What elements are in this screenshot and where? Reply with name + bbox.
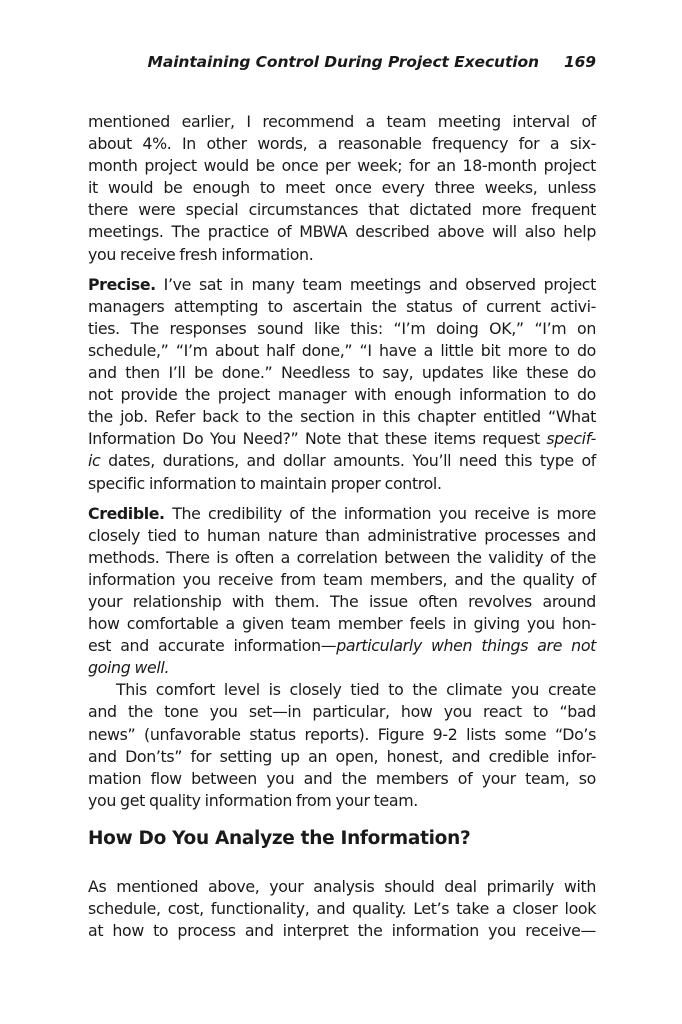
text-line: month project would be once per week; for an 18-month project [88, 156, 596, 176]
text-line: news” (unfavorable status reports). Figure 9-2 lists some “Do’s [88, 724, 596, 744]
text-line: Information Do You Need?” Note that these items request specif- [88, 429, 596, 449]
italic-emphasis: ic [88, 451, 101, 471]
text-line: est and accurate information—particularly when things are not [88, 636, 596, 656]
text-line: you get quality information from your team. [88, 790, 418, 810]
text-line: schedule, cost, functionality, and quality. Let’s take a closer look [88, 898, 596, 918]
text-line: about 4%. In other words, a reasonable frequency for a six- [88, 134, 596, 154]
text-line: As mentioned above, your analysis should deal primarily with [88, 876, 596, 896]
paragraph-comfort-level [88, 679, 596, 812]
italic-emphasis: going well. [88, 658, 170, 678]
text-line: the job. Refer back to the section in this chapter entitled “What [88, 407, 596, 427]
text-line: not provide the project manager with enough information to do [88, 385, 596, 405]
text-line: and then I’ll be done.” Needless to say, updates like these do [88, 363, 596, 383]
text-line: ties. The responses sound like this: “I’m doing OK,” “I’m on [88, 318, 596, 338]
text-line: Precise. I’ve sat in many team meetings and observed project [88, 274, 596, 294]
text-line: your relationship with them. The issue often revolves around [88, 591, 596, 611]
text-line: closely tied to human nature than administrative processes and [88, 525, 596, 545]
text-line: specific information to maintain proper control. [88, 473, 442, 493]
text-line: information you receive from team members, and the quality of [88, 569, 596, 589]
text-line: you receive fresh information. [88, 244, 314, 264]
italic-emphasis: specif- [546, 429, 596, 449]
running-head [88, 53, 596, 77]
text-line: managers attempting to ascertain the status of current activi- [88, 296, 596, 316]
page-number: 169 [563, 53, 596, 71]
paragraph-analysis [88, 876, 596, 942]
body-text [88, 111, 596, 812]
text-line: at how to process and interpret the information you receive— [88, 920, 596, 940]
text-line: there were special circumstances that dictated more frequent [88, 200, 596, 220]
paragraph-credible [88, 503, 596, 680]
text-line: schedule,” “I’m about half done,” “I have a little bit more to do [88, 340, 596, 360]
text-line: meetings. The practice of MBWA described above will also help [88, 222, 596, 242]
text-line: it would be enough to meet once every three weeks, unless [88, 178, 596, 198]
running-head-title: Maintaining Control During Project Execution [147, 53, 539, 71]
run-in-heading-precise: Precise. [88, 274, 156, 294]
text-line: methods. There is often a correlation between the validity of the [88, 547, 596, 567]
body-text-analysis [88, 860, 596, 958]
paragraph-meeting-interval [88, 111, 596, 266]
text-line: how comfortable a given team member feels in giving you hon- [88, 614, 596, 634]
text-line: mation flow between you and the members of your team, so [88, 768, 596, 788]
italic-emphasis: particularly when things are not [336, 636, 596, 656]
paragraph-precise [88, 274, 596, 495]
text-line: and Don’ts” for setting up an open, honest, and credible infor- [88, 746, 596, 766]
text-line: and the tone you set—in particular, how you react to “bad [88, 702, 596, 722]
section-heading: How Do You Analyze the Information? [88, 828, 471, 849]
text-line: This comfort level is closely tied to the climate you create [116, 680, 596, 700]
text-line: mentioned earlier, I recommend a team meeting interval of [88, 112, 596, 131]
run-in-heading-credible: Credible. [88, 503, 165, 523]
text-line: Credible. The credibility of the information you receive is more [88, 503, 596, 523]
text-line: ic dates, durations, and dollar amounts. You’ll need this type of [88, 451, 596, 471]
text-line [88, 657, 596, 679]
